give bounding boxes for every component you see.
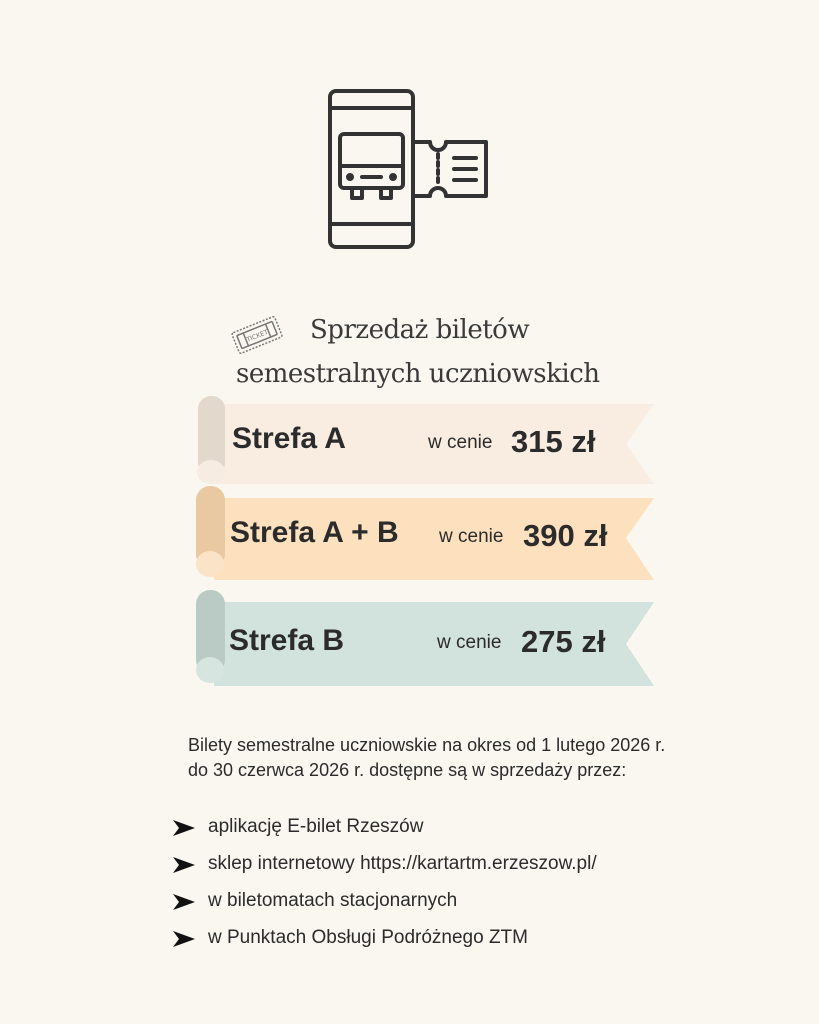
tariff-strefa-a-b (196, 486, 658, 574)
zone-label: Strefa A (232, 422, 346, 455)
arrow-bullet-icon (172, 819, 196, 837)
arrow-bullet-icon (172, 856, 196, 874)
channel-label: aplikację E-bilet Rzeszów (208, 816, 424, 837)
channel-label: w biletomatach stacjonarnych (208, 890, 458, 911)
zone-label: Strefa A + B (230, 516, 399, 549)
price-value: 390 zł (523, 518, 608, 553)
tariff-strefa-b (196, 590, 658, 678)
channel-label: sklep internetowy https://kartartm.erzeszow.pl/ (208, 853, 597, 874)
price-value: 275 zł (521, 624, 606, 659)
page-title (236, 308, 656, 396)
arrow-bullet-icon (172, 893, 196, 911)
info-intro: Bilety semestralne uczniowskie na okres od 1 lutego 2026 r. do 30 czerwca 2026 r. dostępne są w sprzedaży przez: (188, 735, 666, 780)
price-value: 315 zł (511, 424, 596, 459)
price-prefix: w cenie (439, 526, 504, 547)
tariff-strefa-a (196, 396, 658, 484)
arrow-bullet-icon (172, 930, 196, 948)
phone-bus-ticket-icon (326, 88, 494, 252)
ticket-stamp-text: TICKET (245, 327, 270, 344)
zone-label: Strefa B (229, 624, 345, 657)
price-prefix: w cenie (437, 632, 502, 653)
price-prefix: w cenie (428, 432, 493, 453)
title-line-1: Sprzedaż biletów (310, 315, 530, 345)
title-line-2: semestralnych uczniowskich (236, 359, 600, 389)
channel-label: w Punktach Obsługi Podróżnego ZTM (208, 927, 528, 948)
ticket-icon (230, 310, 284, 360)
